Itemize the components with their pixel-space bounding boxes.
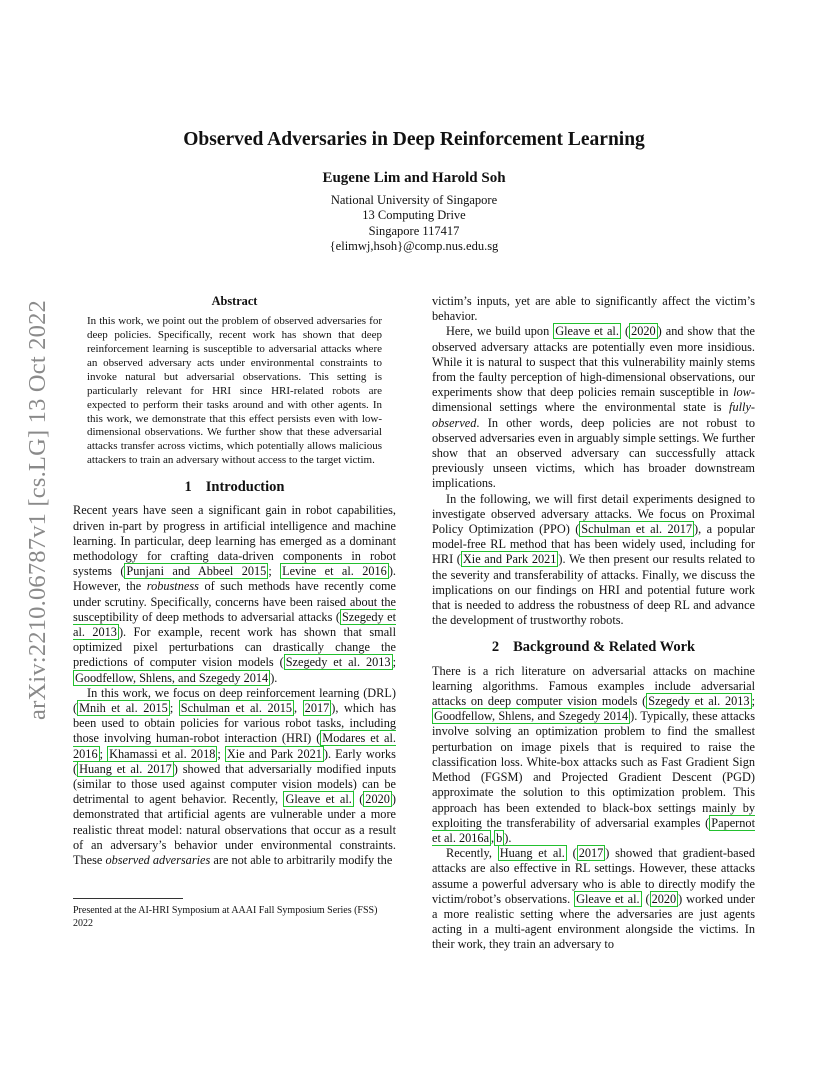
- citation-link[interactable]: Goodfellow, Shlens, and Szegedy 2014: [75, 670, 269, 685]
- text-run: ;: [392, 655, 396, 670]
- section-title: Background & Related Work: [513, 639, 696, 656]
- paper-authors: Eugene Lim and Harold Soh: [322, 170, 506, 186]
- affiliation-block: [0, 193, 828, 254]
- text-run: ) showed that gradient-based attacks are also effective in RL settings. However, these attacks assume a powerful adversary who is able to directly modify the victim/robot’s observations.: [432, 846, 755, 906]
- citation-link[interactable]: Schulman et al. 2015: [180, 701, 293, 716]
- text-run: (: [566, 846, 577, 861]
- intro-paragraph-continued: victim’s inputs, yet are able to significantly affect the victim’s behavior.: [432, 294, 755, 324]
- text-run: In the following, we will first detail experiments designed to investigate observed adversary attacks. We focus on Proximal Policy Optimization (PPO) (: [432, 491, 755, 537]
- text-run: ). However, the: [73, 564, 396, 594]
- text-run: ;: [169, 701, 179, 716]
- intro-paragraph-3: [432, 324, 755, 491]
- arxiv-identifier: [8, 290, 68, 730]
- text-run: ,: [491, 830, 495, 845]
- text-run: ) and show that the observed adversary attacks are potentially even more insidious. While it is natural to suspect that this vulnerability mainly stems from the faulty perception of high-dimensional observations, our experiments show that deep policies remain susceptible in: [432, 324, 756, 400]
- text-run: ) showed that adversarially modified inputs (similar to those used against computer vision models) can be detrimental to agent behavior. Recently,: [73, 761, 396, 807]
- citation-link[interactable]: Xie and Park 2021: [226, 746, 322, 761]
- citation-link[interactable]: 2017: [304, 701, 330, 716]
- intro-paragraph-1: [73, 503, 396, 685]
- text-run: ,: [294, 701, 303, 716]
- emphasis: robustness: [146, 579, 199, 594]
- text-run: (: [620, 324, 630, 339]
- affiliation-line: 13 Computing Drive: [362, 208, 466, 223]
- intro-paragraph-4: [432, 492, 755, 629]
- section-heading-background: [432, 640, 755, 655]
- citation-link[interactable]: Szegedy et al. 2013: [285, 655, 391, 670]
- citation-link[interactable]: Szegedy et al. 2013: [648, 694, 750, 709]
- text-run: ;: [99, 746, 108, 761]
- text-run: of such methods have recently come under scrutiny. Specifically, concerns have been raised about the susceptibility of deep methods to adversarial attacks (: [73, 579, 396, 624]
- footnote-rule: [73, 898, 183, 899]
- right-column: [432, 294, 755, 953]
- citation-link[interactable]: Levine et al. 2016: [282, 564, 387, 579]
- text-run: ) demonstrated that artificial agents are vulnerable under a more realistic threat model: natural observations that occur as a result of an adversary’s behavior under environmental constraints. These: [73, 792, 396, 868]
- citation-link[interactable]: 2017: [578, 846, 604, 861]
- affiliation-line: National University of Singapore: [330, 193, 498, 207]
- arxiv-identifier-text: arXiv:2210.06787v1 [cs.LG] 13 Oct 2022: [24, 300, 51, 720]
- text-run: (: [641, 891, 650, 906]
- text-run: ).: [504, 830, 512, 845]
- abstract-text: In this work, we point out the problem of observed adversaries for deep policies. Specifically, recent work has shown that deep reinforcement learning is susceptible to adversarial attacks where an observed adversary acts under environmental constraints to invoke natural but adversarial observations. This setting is particularly relevant for HRI since HRI-related robots are expected to perform their tasks around and with other agents. In this work, we demonstrate that this effect persists even with low-dimensional observations. We further show that these adversarial attacks transfer across victims, which potentially allows malicious attackers to train an adversary without access to the target victim.: [87, 315, 382, 467]
- emphasis: fully-observed: [432, 400, 755, 430]
- text-run: ). We then present our results related to the severity and transferability of attacks. Finally, we discuss the implications on our findings on HRI and potential future work that is needed to address the robustness of deep RL and advance the development of trustworthy robots.: [432, 552, 755, 628]
- background-paragraph-2: [432, 846, 755, 952]
- text-run: ), a popular model-free RL method that has been widely used, including for HRI (: [432, 522, 755, 567]
- section-number: 1: [184, 479, 192, 496]
- citation-link[interactable]: Huang et al.: [499, 846, 565, 861]
- citation-link[interactable]: Punjani and Abbeel 2015: [126, 564, 267, 579]
- text-run: ). Typically, these attacks involve solving an optimization problem to find the smallest perturbation on image pixels that is required to raise the classification loss. White-box attacks such as Fast Gradient Sign Method (FGSM) and Projected Gradient Descent (PGD) approximate the solution to this optimization problem. This approach has been extended to black-box settings mainly by exploiting the transferability of adversarial examples (: [432, 709, 755, 830]
- citation-link[interactable]: b: [496, 830, 503, 845]
- citation-link[interactable]: Mnih et al. 2015: [79, 701, 168, 716]
- text-run: There is a rich literature on adversarial attacks on machine learning algorithms. Famous examples include adversarial attacks on deep computer vision models (: [432, 663, 755, 709]
- intro-paragraph-2: [73, 686, 396, 868]
- background-paragraph-1: [432, 664, 755, 846]
- text-run: ;: [268, 564, 281, 579]
- text-run: ).: [270, 670, 278, 685]
- emphasis: low: [733, 385, 751, 400]
- text-run: ). For example, recent work has shown that small optimized pixel perturbations can drastically change the predictions of computer vision models (: [73, 625, 396, 670]
- citation-link[interactable]: Gleave et al.: [555, 324, 619, 339]
- affiliation-line: Singapore 117417: [368, 223, 460, 238]
- emphasis: observed adversaries: [105, 853, 211, 868]
- citation-link[interactable]: Khamassi et al. 2018: [109, 746, 216, 761]
- citation-link[interactable]: Papernot et al. 2016a: [432, 815, 755, 845]
- text-run: -dimensional settings where the environmental state is: [432, 385, 755, 415]
- text-run: ) worked under a more realistic setting where the adversaries are just agents acting in a multi-agent environment alongside the victims. In their work, they train an adversary to: [432, 891, 755, 952]
- text-run: . In other words, deep policies are not robust to observed adversaries even in arguably simple settings. We further show that an observed adversary can successfully attack previously unseen victims, which has broader downstream implications.: [432, 415, 755, 491]
- citation-link[interactable]: Xie and Park 2021: [462, 552, 557, 567]
- citation-link[interactable]: 2020: [651, 891, 677, 906]
- footnote-text: Presented at the AI-HRI Symposium at AAAI Fall Symposium Series (FSS) 2022: [73, 905, 378, 929]
- citation-link[interactable]: Huang et al. 2017: [79, 761, 172, 776]
- text-run: ;: [217, 746, 225, 761]
- citation-link[interactable]: Schulman et al. 2017: [581, 522, 693, 537]
- text-run: Here, we build upon: [446, 324, 554, 339]
- text-run: are not able to arbitrarily modify the: [210, 853, 393, 868]
- author-email: {elimwj,hsoh}@comp.nus.edu.sg: [329, 238, 499, 253]
- paper-title: Observed Adversaries in Deep Reinforcement Learning: [183, 129, 645, 150]
- text-run: ), which has been used to obtain policies for various robot tasks, including those involving human-robot interaction (HRI) (: [73, 701, 396, 746]
- text-run: (: [353, 792, 364, 807]
- footnote: [73, 898, 396, 930]
- text-run: Recent years have seen a significant gain in robot capabilities, driven in-part by progress in artificial intelligence and machine learning. In particular, deep learning has emerged as a dominant methodology for crafting data-driven components in robot systems (: [73, 503, 396, 579]
- section-title: Introduction: [205, 479, 285, 496]
- citation-link[interactable]: 2020: [631, 324, 656, 339]
- section-heading-introduction: [73, 480, 396, 495]
- citation-link[interactable]: Modares et al. 2016: [73, 731, 397, 761]
- citation-link[interactable]: Goodfellow, Shlens, and Szegedy 2014: [434, 709, 629, 724]
- abstract-heading: Abstract: [211, 294, 258, 308]
- text-run: In this work, we focus on deep reinforcement learning (DRL) (: [73, 685, 396, 716]
- citation-link[interactable]: Gleave et al.: [285, 792, 352, 807]
- section-number: 2: [491, 639, 500, 656]
- citation-link[interactable]: Gleave et al.: [576, 891, 640, 906]
- text-run: ). Early works (: [73, 746, 396, 776]
- citation-link[interactable]: Szegedy et al. 2013: [73, 609, 397, 639]
- citation-link[interactable]: 2020: [365, 792, 390, 807]
- left-column: [73, 294, 396, 868]
- text-run: Recently,: [446, 846, 498, 861]
- text-run: ;: [751, 694, 755, 709]
